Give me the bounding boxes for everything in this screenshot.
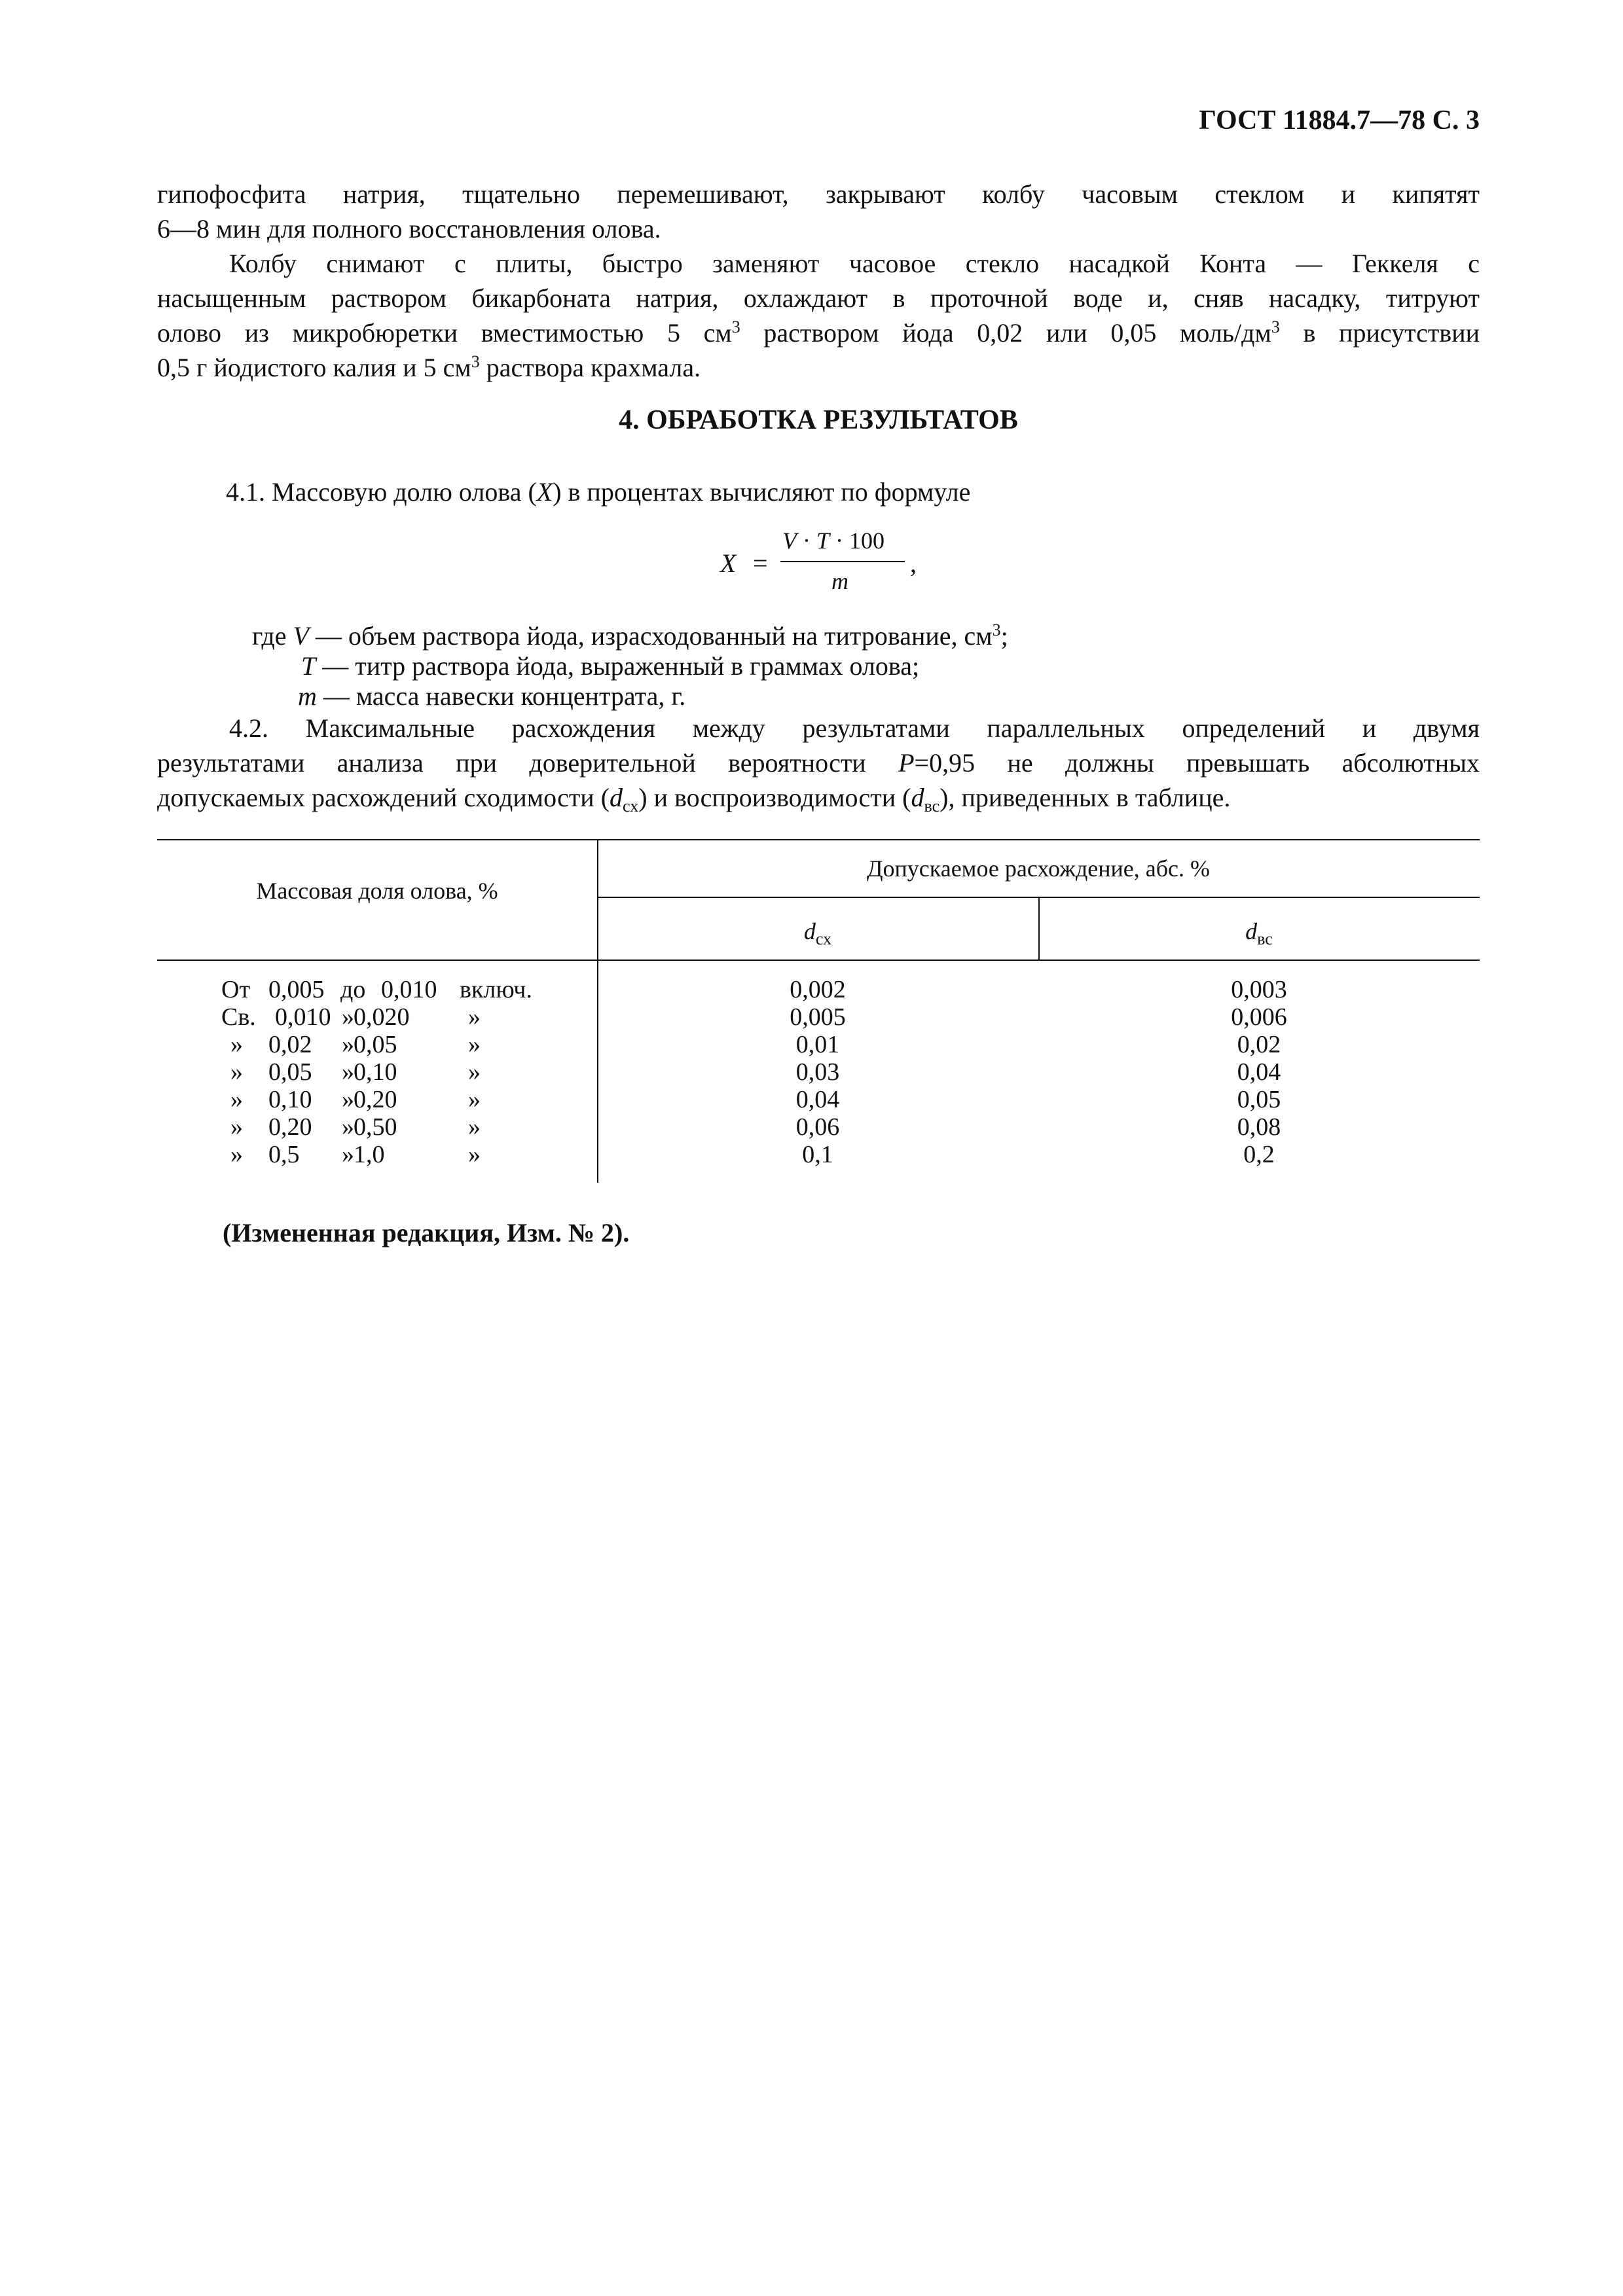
range-sep: » (342, 1113, 354, 1141)
text-line: Колбу снимают с плиты, быстро заменяют часовое стекло насадкой Конта — Геккеля с (229, 249, 1480, 278)
cell-dvc: 0,04 (1237, 1058, 1281, 1086)
range-from: 0,20 (268, 1113, 312, 1141)
range-to: 0,05 (354, 1031, 397, 1058)
range-tail: » (468, 1113, 481, 1141)
range-prefix: » (230, 1113, 243, 1141)
range-to: 0,020 (354, 1003, 410, 1031)
paragraph-flask (157, 246, 1480, 385)
text-line: олово из микробюретки вместимостью 5 $см^3$ раствором йода 0,02 или 0,05 моль/$дм^3$ в присутствии (157, 317, 1480, 348)
range-from: 0,5 (268, 1141, 300, 1168)
section-title: 4. ОБРАБОТКА РЕЗУЛЬТАТОВ (619, 405, 1018, 435)
amendment-note: (Измененная редакция, Изм. № 2). (223, 1218, 630, 1247)
formula-lhs: X (720, 548, 737, 578)
col-header-tolerance: Допускаемое расхождение, абс. % (866, 855, 1211, 882)
range-to: 0,20 (354, 1086, 397, 1113)
cell-dcx: 0,03 (795, 1058, 840, 1086)
table-row (157, 1003, 1480, 1030)
range-prefix: От (221, 976, 251, 1003)
page-header: ГОСТ 11884.7—78 С. 3 (1199, 105, 1480, 135)
paragraph-4-2 (157, 711, 1480, 815)
paragraph-continuation (157, 177, 1480, 246)
cell-dcx: 0,04 (795, 1086, 840, 1113)
cell-dvc: 0,05 (1237, 1086, 1281, 1113)
tolerance-table (157, 839, 1480, 1183)
range-sep: » (342, 1141, 354, 1168)
fraction-bar (780, 561, 905, 562)
range-to: 0,010 (381, 976, 437, 1003)
formula-equals: = (753, 548, 768, 578)
range-from: 0,005 (268, 976, 325, 1003)
range-to: 1,0 (354, 1141, 385, 1168)
range-prefix: » (230, 1141, 243, 1168)
range-from: 0,02 (268, 1031, 312, 1058)
table-row (157, 1140, 1480, 1168)
range-tail: » (468, 1141, 481, 1168)
table-row (157, 975, 1480, 1003)
cell-dcx: 0,1 (802, 1141, 833, 1168)
range-from: 0,10 (268, 1086, 312, 1113)
range-to: 0,50 (354, 1113, 397, 1141)
range-from: 0,010 (275, 1003, 331, 1031)
range-sep: » (342, 1086, 354, 1113)
range-tail: » (468, 1058, 481, 1086)
cell-dvc: 0,2 (1243, 1141, 1275, 1168)
range-tail: » (468, 1003, 481, 1031)
formula-denominator: m (831, 568, 848, 594)
range-from: 0,05 (268, 1058, 312, 1086)
cell-dvc: 0,006 (1231, 1003, 1287, 1031)
cell-dcx: 0,06 (795, 1113, 840, 1141)
table-header-rule (157, 960, 1480, 961)
range-sep: » (342, 1003, 354, 1031)
range-prefix: Св. (221, 1003, 256, 1031)
cell-dvc: 0,02 (1237, 1031, 1281, 1058)
text-line: 0,5 г йодистого калия и 5 $см^3$ раствора крахмала. (157, 352, 701, 382)
range-prefix: » (230, 1031, 243, 1058)
text-line: допускаемых расхождений сходимости $(d_{сх})$ и воспроизводимости $(d_{вс})$, приведенных в таблице. (157, 783, 1231, 816)
where-line-t: T — титр раствора йода, выраженный в граммах олова; (301, 651, 920, 681)
table-row (157, 1058, 1480, 1085)
range-tail: » (468, 1086, 481, 1113)
range-sep: » (342, 1058, 354, 1086)
text-line: результатами анализа при доверительной вероятности P=0,95 не должны превышать абсолютных (157, 748, 1480, 778)
text-line: гипофосфита натрия, тщательно перемешивают, закрывают колбу часовым стеклом и кипятят (157, 179, 1480, 209)
range-to: 0,10 (354, 1058, 397, 1086)
table-row (157, 1085, 1480, 1113)
range-tail: » (468, 1031, 481, 1058)
col-header-dcx: $d_{сх}$ (803, 918, 832, 948)
formula-comma: , (910, 548, 917, 578)
formula (720, 527, 917, 599)
cell-dvc: 0,08 (1237, 1113, 1281, 1141)
range-tail: включ. (460, 976, 532, 1003)
paragraph-4-1: 4.1. Массовую долю олова (X) в процентах вычисляют по формуле (226, 477, 971, 507)
cell-dcx: 0,002 (790, 976, 846, 1003)
table-top-rule (157, 839, 1480, 840)
cell-dvc: 0,003 (1231, 976, 1287, 1003)
where-line-m: m — масса навески концентрата, г. (298, 681, 686, 711)
cell-dcx: 0,01 (795, 1031, 840, 1058)
table-row (157, 1113, 1480, 1140)
col-header-dvc: $d_{вс}$ (1245, 918, 1273, 948)
text-line: 4.2. Максимальные расхождения между результатами параллельных определений и двумя (229, 713, 1480, 743)
col-header-mass-fraction: Массовая доля олова, % (256, 878, 498, 904)
range-prefix: » (230, 1058, 243, 1086)
range-sep: до (340, 976, 366, 1003)
where-line-v: где V — объем раствора йода, израсходованный на титрование, $см^3$; (252, 620, 1008, 651)
text-line: насыщенным раствором бикарбоната натрия, охлаждают в проточной воде и, сняв насадку, титруют (157, 283, 1480, 313)
range-prefix: » (230, 1086, 243, 1113)
formula-numerator: V · T · 100 (782, 528, 885, 554)
cell-dcx: 0,005 (790, 1003, 846, 1031)
table-row (157, 1030, 1480, 1058)
text-line: 6—8 мин для полного восстановления олова. (157, 214, 661, 243)
range-sep: » (342, 1031, 354, 1058)
